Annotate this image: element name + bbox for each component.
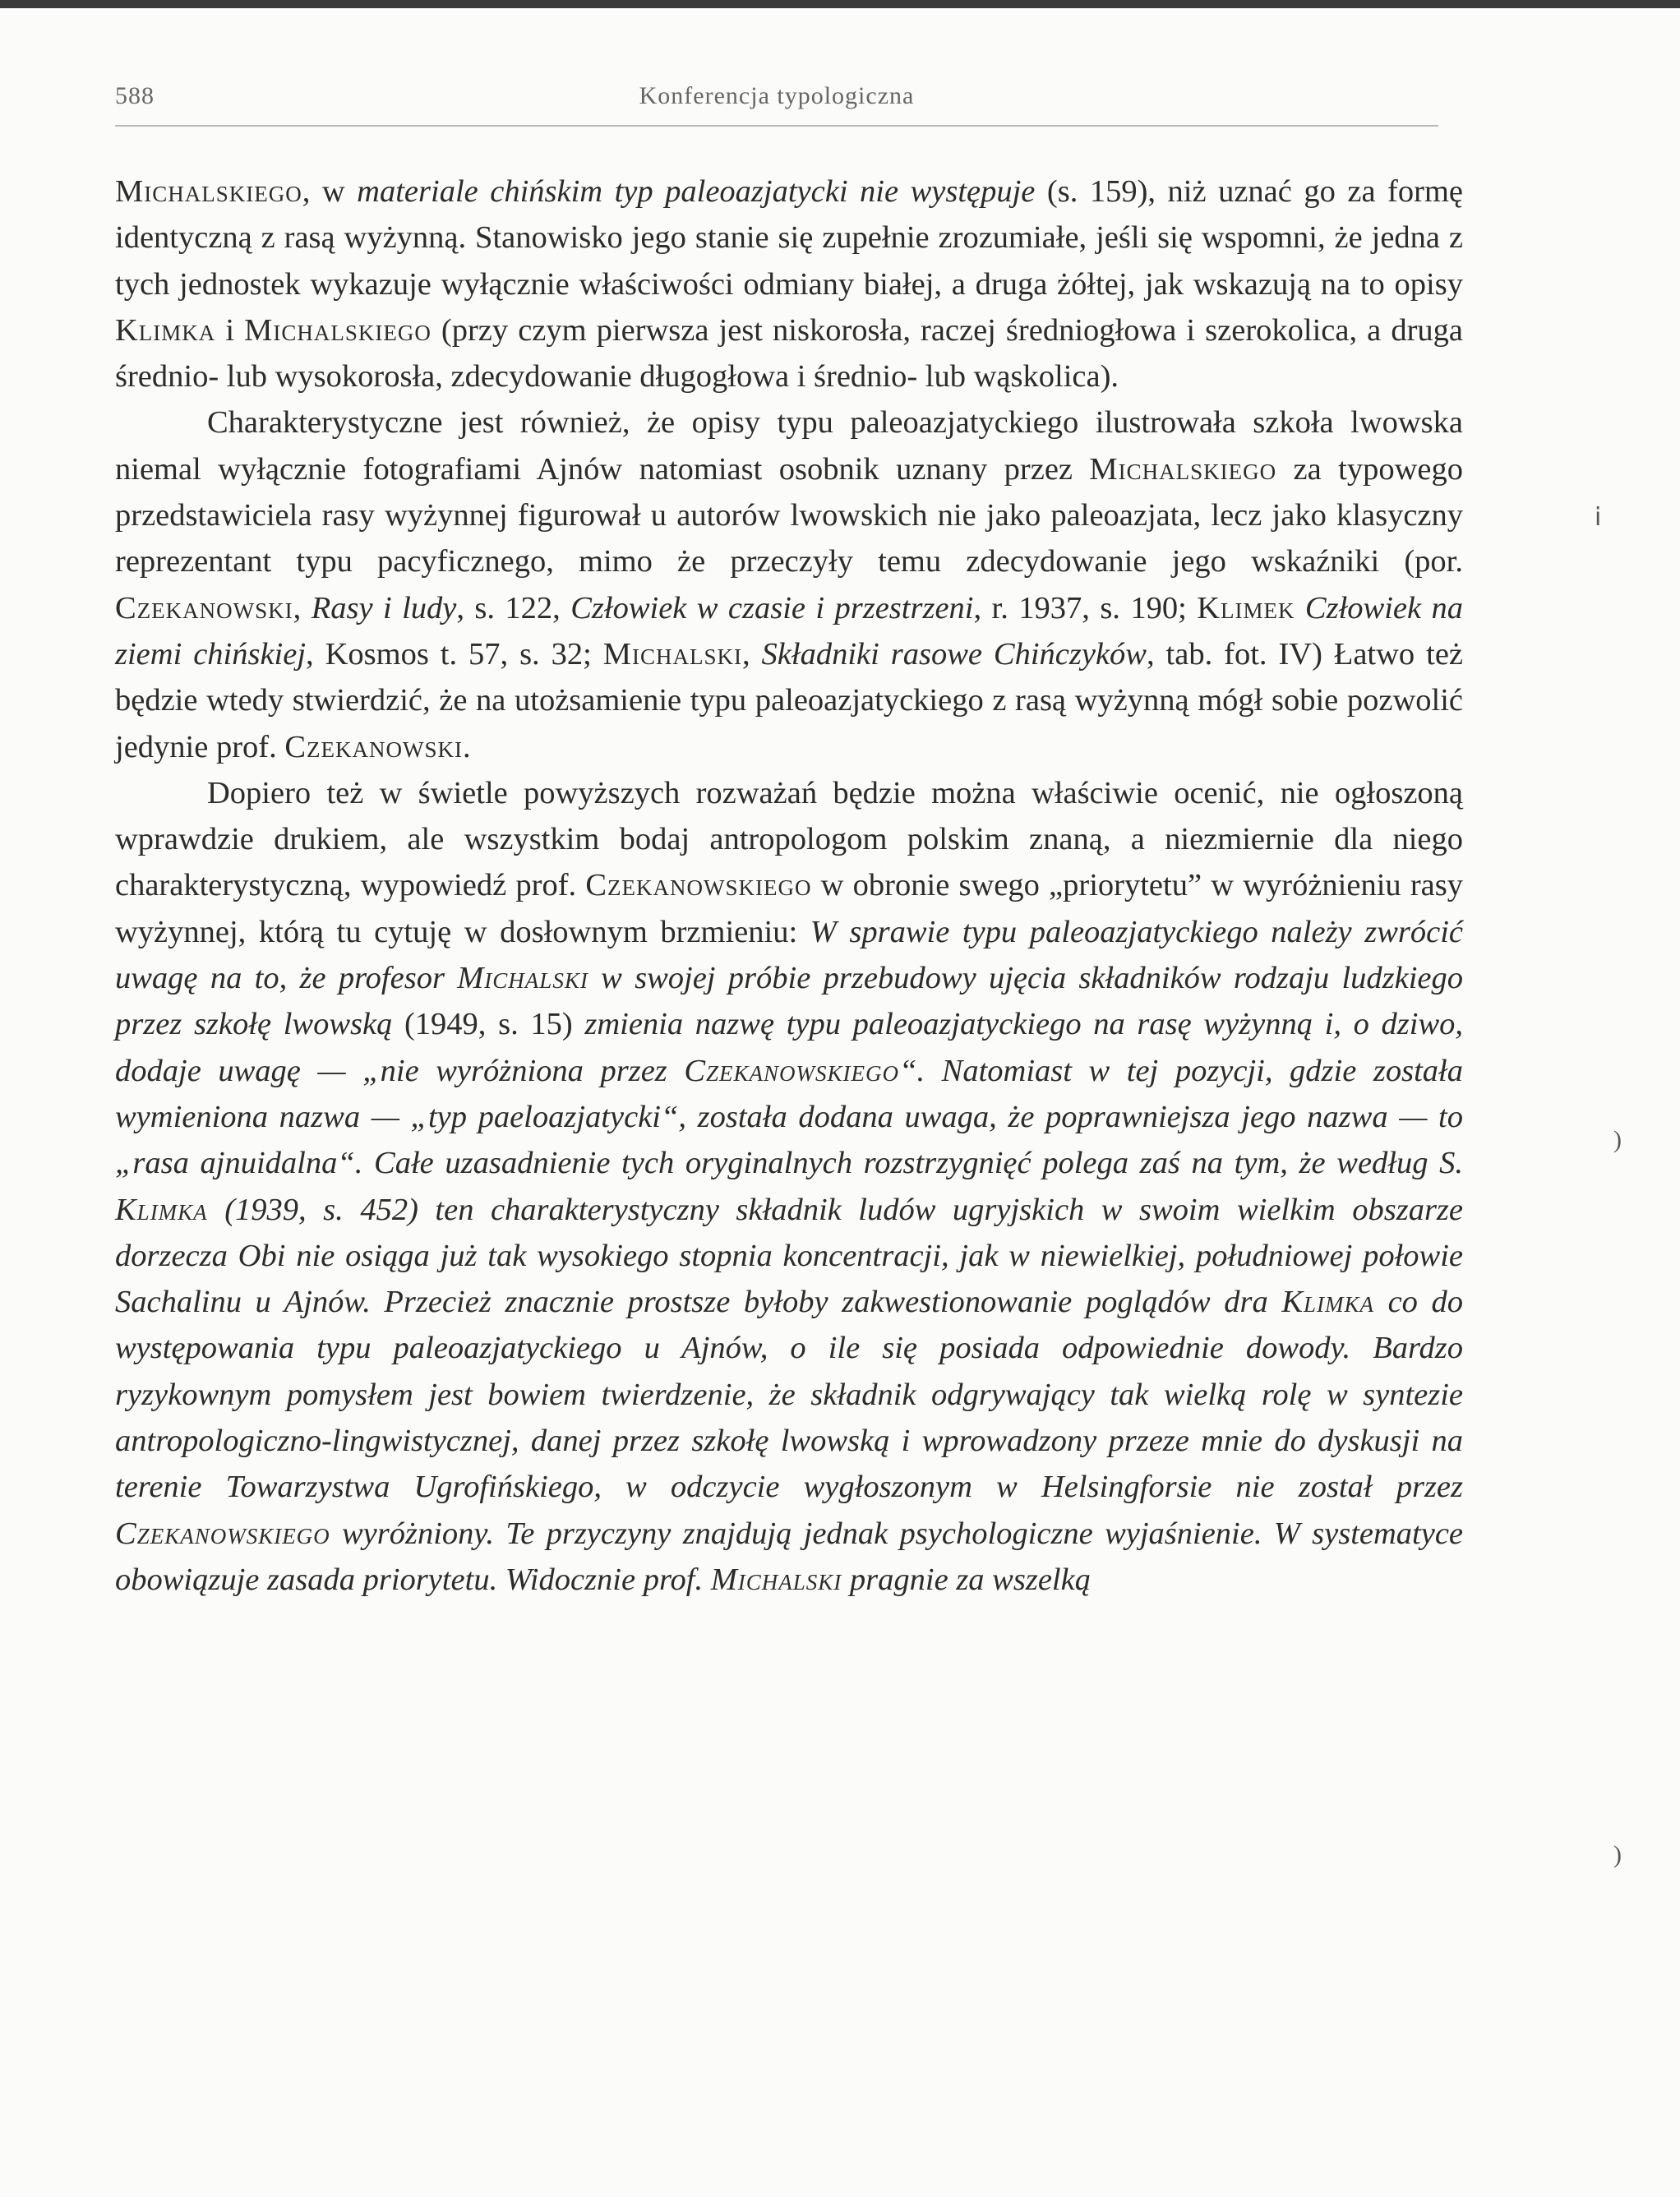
margin-mark: ⅰ [1595, 504, 1602, 531]
quote-run: zmienia nazwę typu paleoazjatyckiego na rasę wyżynną i, o dziwo, dodaje uwagę — „nie wyróżniona przez [115, 1007, 1464, 1088]
top-border [0, 0, 1680, 8]
author-name: Czekanowskiego [115, 1516, 330, 1551]
book-title: Składniki rasowe Chińczyków [761, 636, 1147, 672]
text-run: w obronie swego „priorytetu” w wyróżnieniu rasy wyżynnej, którą tu cytuję w dosłownym brzmieniu: [115, 868, 1463, 949]
text-run: , r. 1937, s. 190; [973, 590, 1198, 625]
author-name: Klimek [1197, 590, 1295, 625]
paragraph-2 [115, 399, 1463, 769]
italic-run: materiale chińskim typ paleoazjatycki nie występuje [357, 174, 1036, 209]
author-name: Michalski [602, 636, 742, 672]
quote-citation: (1949, s. 15) [392, 1007, 585, 1042]
author-name: Klimka [115, 1192, 208, 1227]
quote-run: “. Natomiast w tej pozycji, gdzie została wymieniona nazwa — „typ paeloazjatycki“, została dodana uwaga, że poprawniejsza jego nazwa — to „rasa ajnuidalna“. Całe uzasadnienie tych oryginalnych rozstrzygnięć polega zaś na tym, że według S. [115, 1053, 1464, 1181]
margin-mark: ) [1613, 1126, 1622, 1153]
text-run: Dopiero też w świetle powyższych rozważań będzie można właściwie ocenić, nie ogłoszoną wprawdzie drukiem, ale wszystkim bodaj antropologom polskim znaną, a niezmiernie dla niego charakterystyczną, wypowiedź prof. [115, 775, 1463, 903]
page-number: 588 [115, 82, 155, 109]
quotation [115, 915, 1463, 1597]
text-run: i [215, 312, 245, 348]
author-name: Czekanowskiego [585, 868, 812, 903]
author-name: Czekanowski [284, 729, 463, 764]
text-run: , Kosmos t. 57, s. 32; [306, 636, 603, 672]
quote-run: (1939, s. 452) ten charakterystyczny składnik ludów ugryjskich w swoim wielkim obszarze dorzecza Obi nie osiąga już tak wysokiego stopnia koncentracji, jak w niewielkiej, południowej połowie Sachalinu u Ajnów. Przecież znacznie prostsze byłoby zakwestionowanie poglądów dra [115, 1192, 1463, 1320]
body-text [115, 168, 1463, 1603]
text-run: , [741, 636, 762, 672]
quote-run: pragnie za wszelką [842, 1562, 1091, 1597]
running-head: Konferencja typologiczna [639, 82, 915, 109]
author-name: Michalski [457, 961, 588, 996]
text-run [1295, 591, 1305, 625]
header-rule [115, 125, 1438, 127]
text-run: . [463, 729, 471, 764]
quote-run: co do występowania typu paleoazjatyckiego u Ajnów, o ile się posiada odpowiednie dowody. Bardzo ryzykownym pomysłem jest bowiem twierdzenie, że składnik odgrywający tak wielką rolę w syntezie antropologiczno-lingwistycznej, danej przez szkołę lwowską i wprowadzony przeze mnie do dyskusji na terenie Towarzystwa Ugrofińskiego, w odczycie wygłoszonym w Helsingforsie nie został przez [115, 1285, 1464, 1505]
text-run: , tab. fot. IV) Łatwo też będzie wtedy stwierdzić, że na utożsamienie typu paleoazjatyckiego z rasą wyżynną mógł sobie pozwolić jedynie prof. [115, 636, 1463, 764]
book-title: Człowiek na ziemi chińskiej [115, 590, 1463, 672]
text-run: Charakterystyczne jest również, że opisy typu paleoazjatyckiego ilustrowała szkoła lwowska niemal wyłącznie fotografiami Ajnów natomiast osobnik uznany przez [115, 405, 1463, 487]
author-name: Klimka [115, 312, 216, 348]
text-run: (przy czym pierwsza jest niskorosła, raczej średniogłowa i szerokolica, a druga średnio- lub wysokorosła, zdecydowanie długogłowa i średnio- lub wąskolica). [115, 312, 1463, 395]
margin-mark: ) [1613, 1841, 1622, 1868]
quote-run: W sprawie typu paleoazjatyckiego należy zwrócić uwagę na to, że profesor [115, 914, 1463, 996]
paragraph-1 [115, 168, 1463, 399]
text-run: , w [302, 174, 358, 209]
paragraph-3 [115, 770, 1463, 1603]
page-header [115, 82, 1438, 132]
author-name: Czekanowskiego [684, 1053, 900, 1088]
author-name: Michalskiego [115, 174, 302, 209]
book-title: Rasy i ludy [311, 590, 457, 625]
text-run: , s. 122, [456, 590, 571, 625]
text-run: (s. 159), niż uznać go za formę identyczną z rasą wyżynną. Stanowisko jego stanie się zupełnie zrozumiałe, jeśli się wspomni, że jedna z tych jednostek wykazuje wyłącznie właściwości odmiany białej, a druga żółtej, jak wskazują na to opisy [115, 174, 1463, 302]
author-name: Czekanowski [115, 590, 293, 625]
quote-run: w swojej próbie przebudowy ujęcia składników rodzaju ludzkiego przez szkołę lwowską [115, 961, 1463, 1042]
author-name: Michalski [710, 1562, 842, 1597]
book-title: Człowiek w czasie i przestrzeni [570, 590, 974, 625]
author-name: Klimka [1281, 1285, 1375, 1320]
text-run: , [293, 590, 312, 625]
author-name: Michalskiego [1089, 451, 1277, 487]
author-name: Michalskiego [244, 312, 432, 348]
text-run: za typowego przedstawiciela rasy wyżynnej figurował u autorów lwowskich nie jako paleoazjata, lecz jako klasyczny reprezentant typu pacyficznego, mimo że przeczyły temu zdecydowanie jego wskaźniki (por. [115, 451, 1463, 579]
quote-run: wyróżniony. Te przyczyny znajdują jednak psychologiczne wyjaśnienie. W systematyce obowiązuje zasada priorytetu. Widocznie prof. [115, 1516, 1463, 1597]
